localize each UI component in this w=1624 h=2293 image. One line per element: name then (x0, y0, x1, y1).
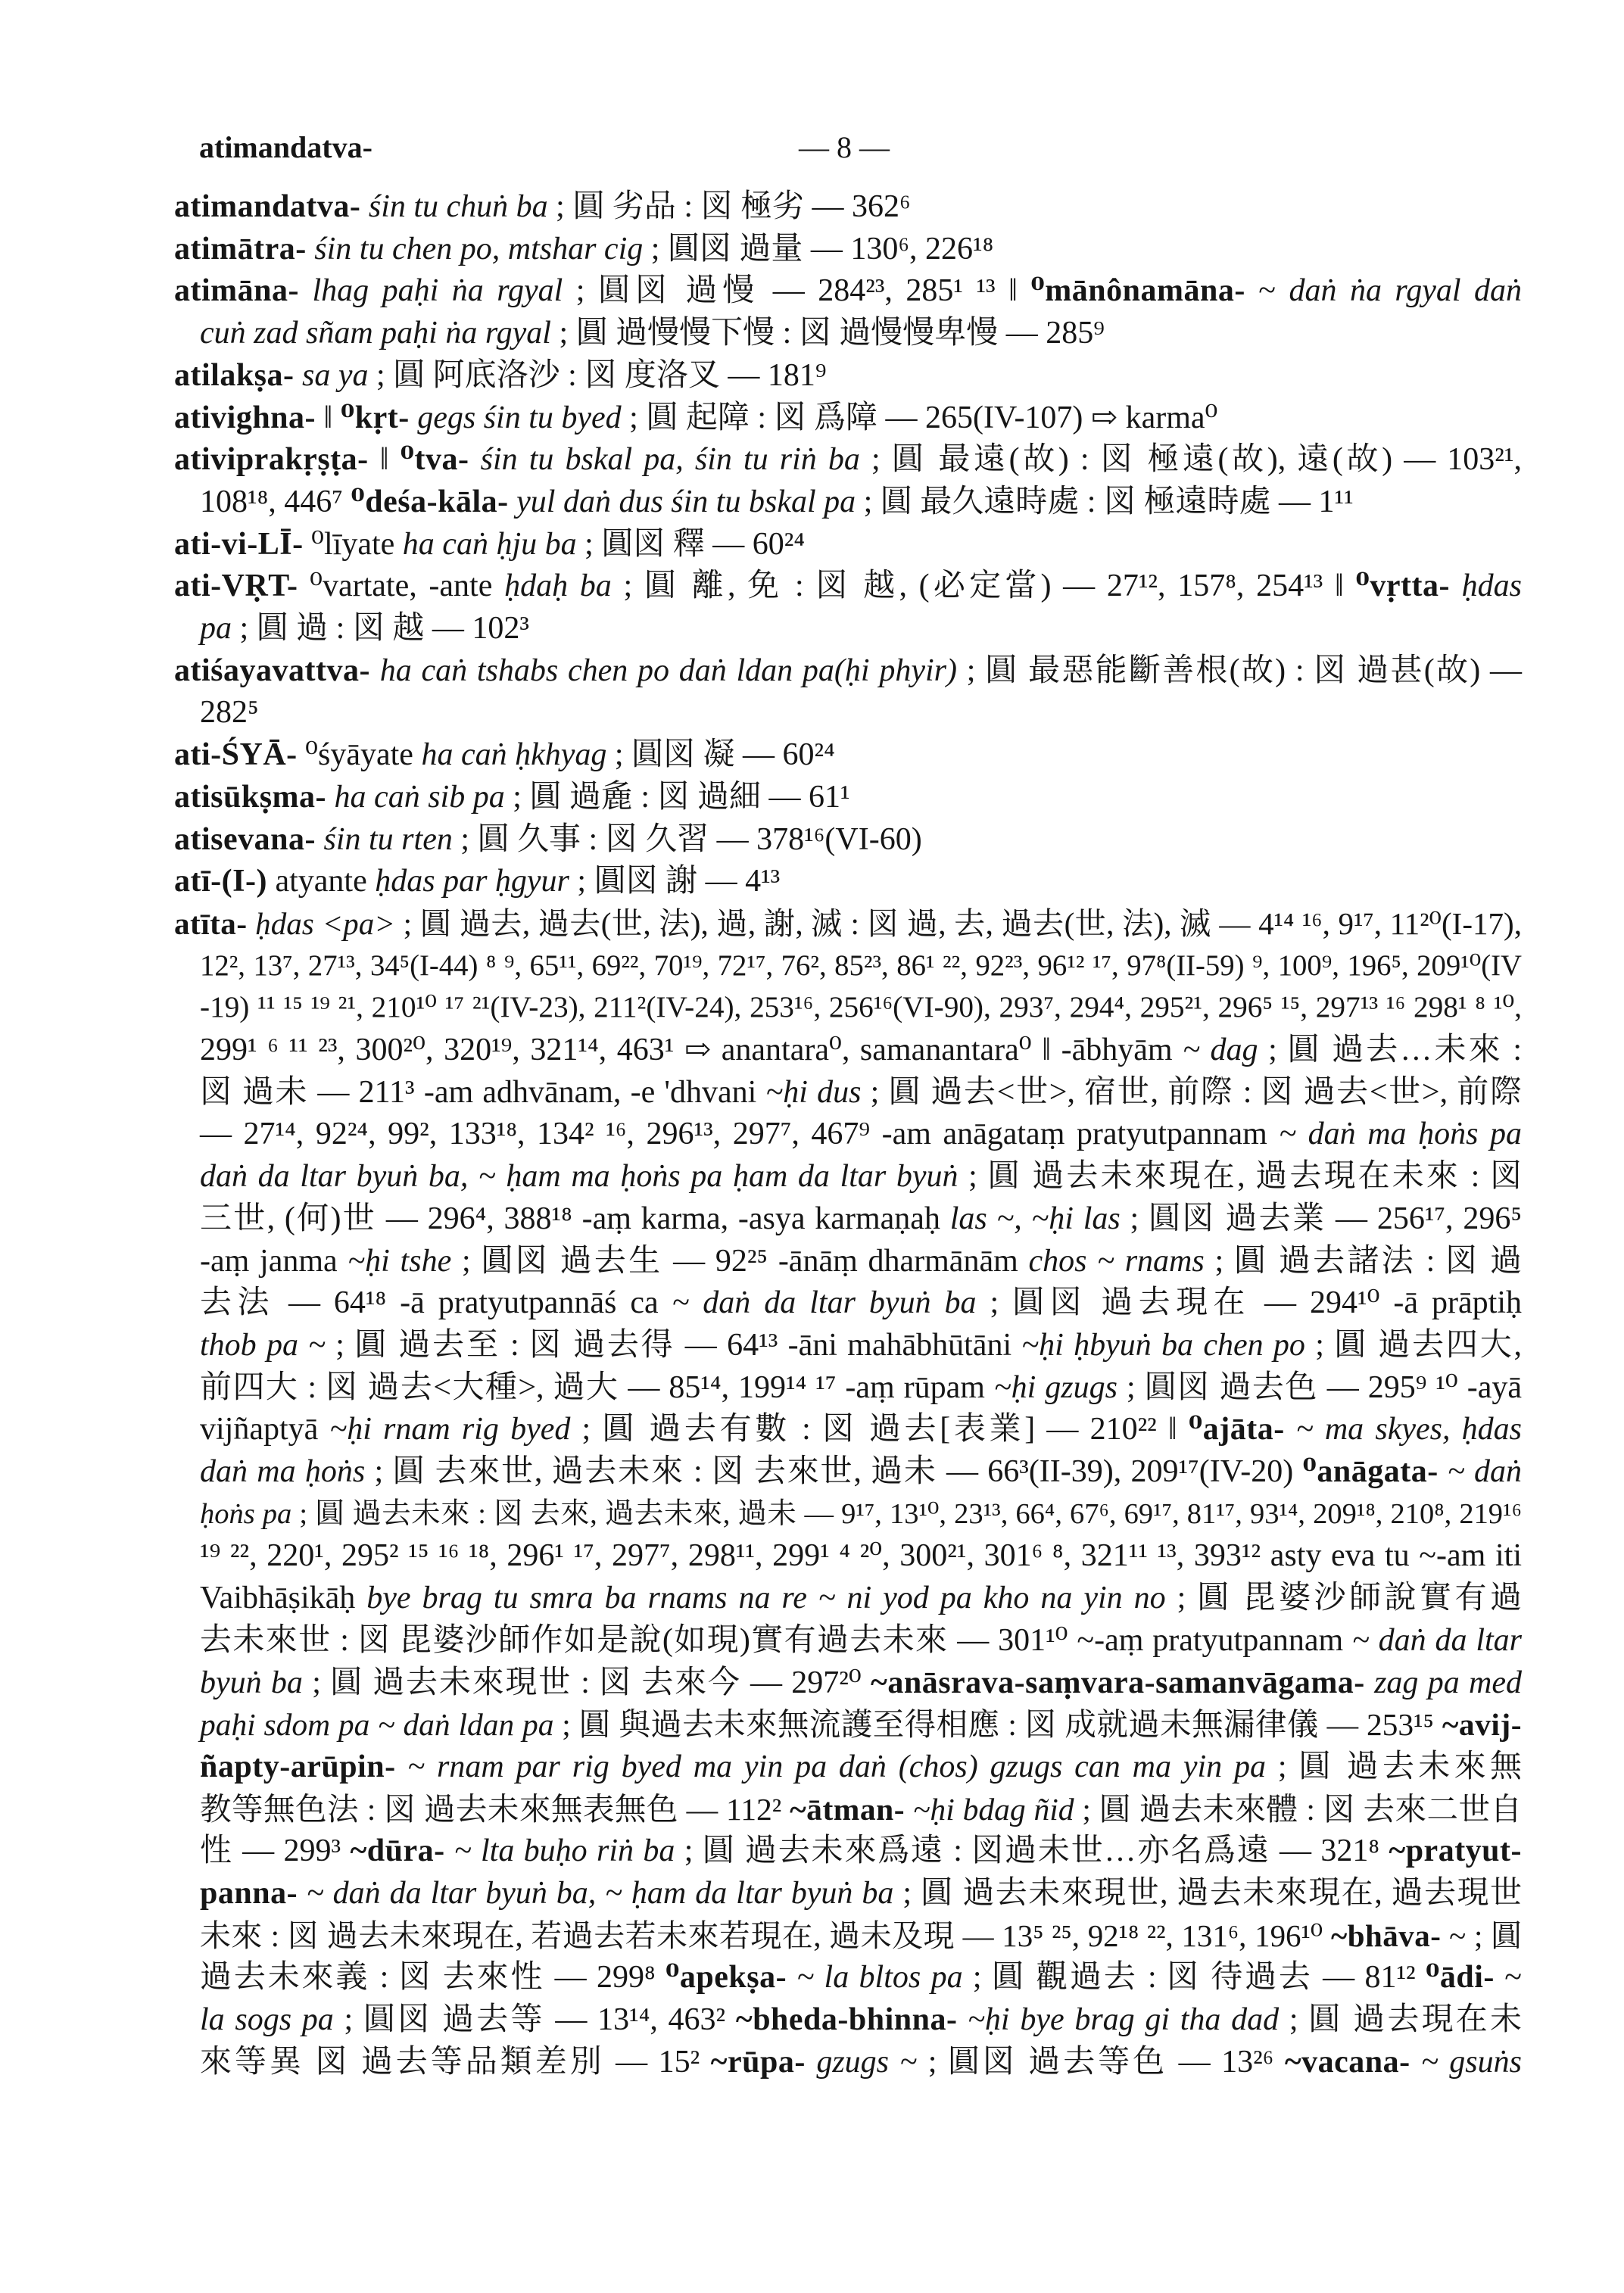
tibetan-text: gegs śin tu byed (409, 400, 622, 435)
tibetan-text: gzugs ~ (805, 2044, 918, 2080)
text-run: ; 圓 最久遠時處 : 図 極遠時處 — 1¹¹ (856, 484, 1354, 519)
sanskrit-term: ~bhāva- (1330, 1918, 1442, 1953)
sanskrit-term: ~anāsrava-saṃvara-samanvāgama- (871, 1665, 1365, 1700)
text-run: ; 圓 起障 : 図 爲障 — 265(IV-107) ⇨ karma⁰ (621, 400, 1218, 435)
text-run: 教等無色法 : 図 過去未來無表無色 — 112² (200, 1791, 790, 1827)
text-run: ; 圓 過去諸法 : 図 過 (1204, 1243, 1523, 1279)
tibetan-text: ~ rnam par rig byed ma yin pa daṅ (chos) gzugs can ma yin pa (395, 1749, 1266, 1784)
page-number: — 8 — (799, 130, 890, 164)
tibetan-text: ha caṅ ḥju ba (402, 526, 577, 562)
tibetan-text: daṅ da ltar byuṅ ba, ~ ḥam ma ḥoṅs pa ḥam da ltar byuṅ (200, 1159, 959, 1195)
entry-line (200, 1493, 1522, 1535)
entry-line (200, 1113, 1522, 1155)
text-run: ; 圓図 過去等 — 13¹⁴, 463² (333, 2002, 736, 2038)
tibetan-text: ~ ma skyes, ḥdas (1284, 1412, 1522, 1447)
text-run: 299¹ ⁶ ¹¹ ²³, 300²⁰, 320¹⁹, 321¹⁴, 463¹ ⇨ anantara⁰, samanantara⁰ ‖ -ābhyām (200, 1033, 1183, 1067)
tibetan-text: ~ gsuṅs (1410, 2044, 1522, 2080)
tibetan-text: daṅ ṅa rgyal daṅ (1289, 273, 1522, 309)
entry-line (200, 1282, 1522, 1324)
entry-line (200, 1450, 1522, 1493)
text-run: ; 圓 過去…未來 : (1258, 1033, 1522, 1067)
entry-line (200, 2041, 1522, 2083)
tibetan-text: ~ daṅ da ltar (1352, 1622, 1523, 1658)
entry-line (200, 1198, 1522, 1240)
sanskrit-term: ~vacana- (1284, 2044, 1410, 2080)
text-run: -19) ¹¹ ¹⁵ ¹⁹ ²¹, 210¹⁰ ¹⁷ ²¹(IV-23), 211²(IV-24), 253¹⁶, 256¹⁶(VI-90), 293⁷, 294⁴, 295²¹, 296⁵ ¹⁵, 297¹³ ¹⁶ 298¹ ⁸ ¹⁰, (200, 991, 1522, 1024)
entry-line-headword (174, 354, 1522, 397)
text-run: ~ (1245, 273, 1289, 309)
tibetan-text: lhag paḥi ṅa rgyal (299, 273, 563, 309)
entry-line-headword (174, 818, 1522, 861)
text-run: ; 圓 最惡能斷善根(故) : 図 過甚(故) — (956, 653, 1522, 688)
text-run: 108¹⁸, 446⁷ (200, 484, 351, 519)
text-run: ; 圓 過去未來 : 図 去來, 過去未來, 過未 — 9¹⁷, 13¹⁰, 23¹³, 66⁴, 67⁶, 69¹⁷, 81¹⁷, 93¹⁴, 209¹⁸, 210⁸, 219¹⁶ (291, 1497, 1522, 1530)
tibetan-text: ḥdas <pa> (247, 905, 395, 941)
entry-line (200, 1324, 1522, 1366)
text-run: 去法 — 64¹⁸ -ā pratyutpannāś ca (200, 1285, 672, 1321)
entry-line (200, 607, 1522, 650)
text-run: ; 圓図 凝 — 60²⁴ (606, 737, 835, 773)
sanskrit-term: ⁰ajāta- (1188, 1412, 1285, 1447)
tibetan-text: thob pa ~ (200, 1327, 326, 1363)
tibetan-text: ~ dag (1183, 1033, 1258, 1067)
text-run: ; 圓図 過去色 — 295⁹ ¹⁰ -ayā (1117, 1369, 1522, 1405)
text-run: ; 圓 離, 免 : 図 越, (必定當) — 27¹², 157⁸, 254¹³ ‖ (611, 569, 1356, 604)
text-run: ; 圓 劣品 : 図 極劣 — 362⁶ (547, 189, 911, 224)
tibetan-text: ~ lta buḥo riṅ ba (444, 1833, 675, 1869)
text-run: 前四大 : 図 過去<大種>, 過大 — 85¹⁴, 199¹⁴ ¹⁷ -aṃ rūpam (200, 1369, 994, 1405)
text-run: ; 圓図 過去現在 — 294¹⁰ -ā prāptiḥ (976, 1285, 1522, 1321)
text-run: ; 圓 過去, 過去(世, 法), 過, 謝, 滅 : 図 過, 去, 過去(世, 法), 滅 — 4¹⁴ ¹⁶, 9¹⁷, 11²⁰(I-17), (394, 905, 1522, 941)
text-run: ; 圓 過去有數 : 図 過去[表業] — 210²² ‖ (570, 1412, 1189, 1447)
text-run: ; 圓 過去未來現在, 過去現在未來 : 図 (958, 1159, 1522, 1195)
text-run: ; 圓図 過去生 — 92²⁵ -ānāṃ dharmānām (451, 1243, 1029, 1279)
entry-line-headword (174, 734, 1522, 776)
text-run: -aṃ janma (200, 1243, 348, 1279)
entry-line (200, 986, 1522, 1029)
text-run: ; 圓図 過去業 — 256¹⁷, 296⁵ (1120, 1201, 1522, 1236)
tibetan-text: ~ daṅ da ltar byuṅ ba (672, 1285, 977, 1321)
sanskrit-term: ⁰tva- (400, 442, 469, 478)
tibetan-text: daṅ ma ḥoṅs (200, 1454, 366, 1489)
entry-line-headword (174, 776, 1522, 818)
text-run: vijñaptyā (200, 1412, 330, 1447)
entry-line (200, 1662, 1522, 1704)
text-run: ⁰līyate (303, 526, 403, 562)
entry-line (200, 1703, 1522, 1746)
tibetan-text: sa ya (294, 357, 369, 393)
entry-line (200, 1029, 1522, 1071)
text-run: ; 圓 毘婆沙師說實有過 (1165, 1581, 1522, 1616)
text-run: ; 圓 過去未來無 (1266, 1749, 1523, 1784)
tibetan-text: śin tu bskal pa, śin tu riṅ ba (469, 442, 860, 478)
tibetan-text: ~ḥi ḥbyuṅ ba chen po (1021, 1327, 1305, 1363)
entry-line (200, 1788, 1522, 1830)
entry-line (200, 1577, 1522, 1619)
text-run: ; 圓図 過慢 — 284²³, 285¹ ¹³ ‖ (563, 273, 1031, 309)
text-run: ; 圓 觀過去 : 図 待過去 — 81¹² (962, 1960, 1426, 1995)
text-run: ; 圓 過 : 図 越 — 102³ (232, 611, 529, 646)
tibetan-text: ḥdas (1449, 569, 1522, 604)
entry-line (200, 1914, 1522, 1957)
tibetan-text: chos ~ rnams (1028, 1243, 1205, 1279)
tibetan-text: ~ la bltos pa (787, 1960, 963, 1995)
text-run: ; 圓 最遠(故) : 図 極遠(故), 遠(故) — 103²¹, (859, 442, 1522, 478)
sanskrit-term: ñapty-arūpin- (200, 1749, 396, 1784)
sanskrit-term: ⁰apekṣa- (665, 1960, 787, 1995)
text-run: 性 — 299³ (200, 1833, 351, 1869)
sanskrit-term: ativiprakṛṣṭa- (174, 442, 369, 478)
tibetan-text: ~ daṅ ma ḥoṅs pa (1279, 1117, 1522, 1152)
tibetan-text: ~ daṅ da ltar byuṅ ba, ~ ḥam da ltar byuṅ ba (298, 1876, 894, 1911)
entry-line (200, 1366, 1522, 1409)
sanskrit-term: ⁰kṛt- (340, 400, 410, 435)
entry-line (200, 1071, 1522, 1114)
sanskrit-term: ~bheda-bhinna- (735, 2002, 958, 2038)
text-run: ; 圓図 過去等色 — 13²⁶ (917, 2044, 1285, 2080)
entry-line-headword (174, 902, 1522, 945)
text-run: ; 圓 過慢慢下慢 : 図 過慢慢卑慢 — 285⁹ (550, 316, 1105, 351)
tibetan-text: ḥdaḥ ba (504, 569, 612, 604)
sanskrit-term: atisevana- (174, 821, 316, 857)
text-run: ~ ; 圓 (1441, 1918, 1523, 1953)
tibetan-text: pa (200, 611, 232, 646)
entry-line (200, 1872, 1522, 1914)
sanskrit-term: atī-(I-) (174, 864, 267, 899)
entry-line-headword (174, 860, 1522, 902)
tibetan-text: ha caṅ sib pa (326, 779, 505, 815)
text-run: ; 圓 過去未來爲遠 : 図過未世…亦名爲遠 — 321⁸ (675, 1833, 1389, 1869)
text-run: ; 圓 過去未來現世, 過去未來現在, 過去現世 (893, 1876, 1522, 1911)
text-run: ; 圓図 謝 — 4¹³ (569, 864, 781, 899)
tibetan-text: la sogs pa (200, 2002, 334, 2038)
tibetan-text: bye brag tu smra ba rnams na re ~ ni yod pa kho na yin no (366, 1581, 1166, 1616)
text-run: ; 圓 過去未來體 : 図 去來二世自 (1074, 1791, 1522, 1827)
text-run: ; 圓 過麁 : 図 過細 — 61¹ (504, 779, 850, 815)
text-run: ~ (1494, 1960, 1522, 1995)
tibetan-text: śin tu chen po, mtshar cig (306, 231, 644, 266)
entry-line-headword (174, 565, 1522, 607)
sanskrit-term: ati-VṚT- (174, 569, 298, 604)
sanskrit-term: ati-vi-LĪ- (174, 526, 304, 562)
text-run: ⁰vartate, -ante (298, 569, 505, 604)
sanskrit-term: ⁰deśa-kāla- (351, 484, 509, 519)
sanskrit-term: ~dūra- (350, 1833, 445, 1869)
text-run: ; 圓 阿底洛沙 : 図 度洛叉 — 181⁹ (368, 357, 827, 393)
entry-line (200, 481, 1522, 523)
text-run: ; 圓 過去至 : 図 過去得 — 64¹³ -āni mahābhūtāni (326, 1327, 1022, 1363)
entry-line-headword (174, 185, 1522, 228)
text-run: ‖ (316, 400, 341, 435)
entry-line (200, 1746, 1522, 1788)
entry-line (200, 1619, 1522, 1662)
entry-line (200, 1999, 1522, 2041)
sanskrit-term: ati-ŚYĀ- (174, 737, 298, 773)
text-run: ¹⁹ ²², 220¹, 295² ¹⁵ ¹⁶ ¹⁸, 296¹ ¹⁷, 297⁷, 298¹¹, 299¹ ⁴ ²⁰, 300²¹, 301⁶ ⁸, 321¹¹ ¹³, 393¹² asty eva tu ~-am iti (200, 1538, 1522, 1574)
tibetan-text: yul daṅ dus śin tu bskal pa (508, 484, 856, 519)
entry-line (200, 1240, 1522, 1282)
tibetan-text: ha caṅ tshabs chen po daṅ ldan pa(ḥi phyir) (369, 653, 957, 688)
sanskrit-term: ⁰vṛtta- (1355, 569, 1450, 604)
text-run: 図 過未 — 211³ -am adhvānam, -e 'dhvani (200, 1074, 766, 1110)
sanskrit-term: ~ātman- (790, 1791, 906, 1827)
text-run: Vaibhāṣikāḥ (200, 1581, 367, 1616)
tibetan-text: ~ḥi bye brag gi tha dad (957, 2002, 1280, 2038)
text-run: — 27¹⁴, 92²⁴, 99², 133¹⁸, 134² ¹⁶, 296¹³, 297⁷, 467⁹ -am anāgataṃ pratyutpannam (200, 1117, 1280, 1152)
text-run: ; 圓 過去四大, (1304, 1327, 1522, 1363)
tibetan-text: ~ daṅ (1438, 1454, 1522, 1489)
entry-line-headword (174, 397, 1522, 439)
text-run: 去未來世 : 図 毘婆沙師作如是說(如現)實有過去未來 — 301¹⁰ ~-aṃ pratyutpannam (200, 1622, 1353, 1658)
tibetan-text: ~ḥi rnam rig byed (329, 1412, 571, 1447)
tibetan-text: las ~, ~ḥi las (949, 1201, 1121, 1236)
tibetan-text: ~ḥi tshe (348, 1243, 452, 1279)
text-run: 過去未來義 : 図 去來性 — 299⁸ (200, 1960, 666, 1995)
tibetan-text: paḥi sdom pa ~ daṅ ldan pa (200, 1707, 554, 1743)
sanskrit-term: atimandatva- (174, 189, 361, 224)
entry-line (200, 1155, 1522, 1198)
entry-line-headword (174, 228, 1522, 270)
sanskrit-term: atiśayavattva- (174, 653, 370, 688)
tibetan-text: ~ḥi bdag ñid (905, 1791, 1074, 1827)
tibetan-text: cuṅ zad sñam paḥi ṅa rgyal (200, 316, 551, 351)
text-run: ; 圓 過去<世>, 宿世, 前際 : 図 過去<世>, 前際 (861, 1074, 1522, 1110)
sanskrit-term: atimāna- (174, 273, 299, 309)
text-run: ; 圓 過去未來現世 : 図 去來今 — 297²⁰ (302, 1665, 871, 1700)
entry-line (200, 945, 1522, 987)
sanskrit-term: atīta- (174, 905, 248, 941)
text-run: 未來 : 図 過去未來現在, 若過去若未來若現在, 過未及現 — 13⁵ ²⁵, 92¹⁸ ²², 131⁶, 196¹⁰ (200, 1918, 1331, 1953)
text-run: atyante (267, 864, 376, 899)
text-run: ; 圓図 過量 — 130⁶, 226¹⁸ (643, 231, 994, 266)
text-run: 三世, (何)世 — 296⁴, 388¹⁸ -aṃ karma, -asya karmaṇaḥ (200, 1201, 950, 1236)
text-run: ; 圓 久事 : 図 久習 — 378¹⁶(VI-60) (452, 821, 922, 857)
tibetan-text: zag pa med (1364, 1665, 1522, 1700)
text-run: 來等異 図 過去等品類差別 — 15² (200, 2044, 711, 2080)
sanskrit-term: atimātra- (174, 231, 307, 266)
tibetan-text: ḥoṅs pa (200, 1497, 292, 1530)
entry-line (200, 1534, 1522, 1577)
sanskrit-term: ⁰anāgata- (1302, 1454, 1439, 1489)
tibetan-text: byuṅ ba (200, 1665, 303, 1700)
entry-line (200, 312, 1522, 354)
tibetan-text: ~ḥi gzugs (993, 1369, 1117, 1405)
entry-line (200, 1830, 1522, 1872)
tibetan-text: śin tu rten (316, 821, 453, 857)
entry-line (200, 691, 1522, 734)
sanskrit-term: atilakṣa- (174, 357, 295, 393)
running-head: atimandatva- (199, 130, 372, 164)
text-run: ‖ (368, 442, 401, 478)
sanskrit-term: ~avij- (1442, 1707, 1522, 1743)
sanskrit-term: ⁰mānônamāna- (1030, 273, 1245, 309)
text-run: ⁰śyāyate (297, 737, 422, 773)
sanskrit-term: ~pratyut- (1389, 1833, 1523, 1869)
text-run: ; 圓 過去現在未 (1279, 2002, 1523, 2038)
tibetan-text: ha caṅ ḥkhyag (421, 737, 607, 773)
text-run: ; 圓 與過去未來無流護至得相應 : 図 成就過未無漏律儀 — 253¹⁵ (553, 1707, 1442, 1743)
entry-line (200, 1956, 1522, 1999)
entry-line (200, 1408, 1522, 1450)
text-run: ; 圓図 釋 — 60²⁴ (576, 526, 806, 562)
entry-line-headword (174, 523, 1522, 565)
tibetan-text: ~ḥi dus (765, 1074, 862, 1110)
sanskrit-term: ativighna- (174, 400, 316, 435)
text-run: 12², 13⁷, 27¹³, 34⁵(I-44) ⁸ ⁹, 65¹¹, 69²², 70¹⁹, 72¹⁷, 76², 85²³, 86¹ ²², 92²³, 96¹² ¹⁷, 97⁸(II-59) ⁹, 100⁹, 196⁵, 209¹⁰(IV (200, 949, 1522, 982)
sanskrit-term: panna- (200, 1876, 298, 1911)
entry-line-headword (174, 269, 1522, 312)
tibetan-text: śin tu chuṅ ba (360, 189, 548, 224)
sanskrit-term: atisūkṣma- (174, 779, 327, 815)
text-run: ; 圓 去來世, 過去未來 : 図 去來世, 過未 — 66³(II-39), 209¹⁷(IV-20) (365, 1454, 1303, 1489)
sanskrit-term: ⁰ādi- (1426, 1960, 1495, 1995)
sanskrit-term: ~rūpa- (710, 2044, 806, 2080)
entry-line-headword (174, 650, 1522, 692)
text-run: 282⁵ (200, 695, 259, 731)
tibetan-text: ḥdas par ḥgyur (375, 864, 569, 899)
entry-line-headword (174, 438, 1522, 481)
